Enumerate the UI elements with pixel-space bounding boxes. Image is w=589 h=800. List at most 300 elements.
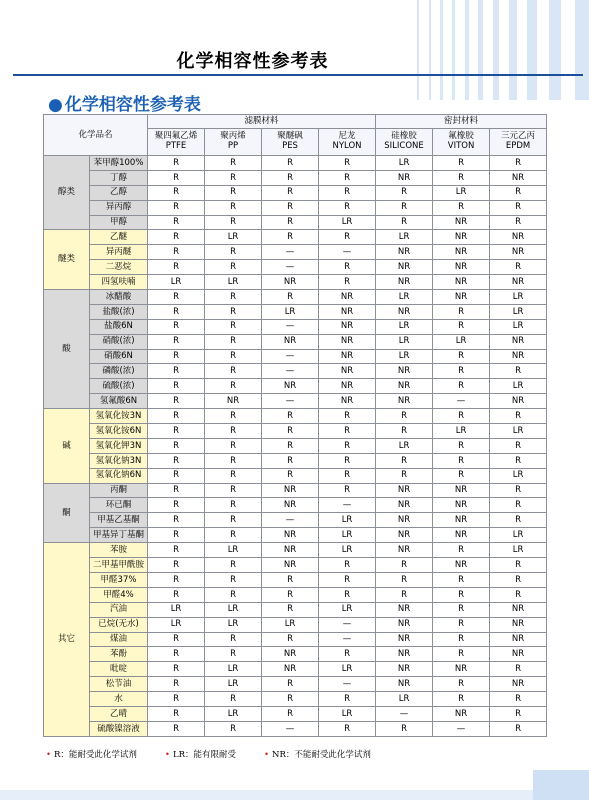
compatibility-cell: R [148,260,205,275]
compatibility-cell: R [376,453,433,468]
table-row [44,349,547,364]
compatibility-cell: R [490,692,547,707]
compatibility-cell: — [433,721,490,736]
table-row [44,379,547,394]
compatibility-cell: — [262,260,319,275]
compatibility-cell: R [376,409,433,424]
chemical-name-cell: 已烷(无水) [90,617,148,632]
compatibility-cell: NR [433,528,490,543]
compatibility-cell: R [376,587,433,602]
compatibility-cell: R [262,170,319,185]
compatibility-cell: NR [262,275,319,290]
chemical-name-cell: 氢氟酸6N [90,394,148,409]
compatibility-cell: NR [376,513,433,528]
chemical-name-cell: 盐酸6N [90,319,148,334]
compatibility-cell: R [433,379,490,394]
material-en-name: PP [227,141,239,151]
compatibility-cell: R [148,692,205,707]
compatibility-cell: R [433,468,490,483]
compatibility-cell: NR [433,215,490,230]
compatibility-cell: NR [319,364,376,379]
compatibility-cell: R [205,364,262,379]
compatibility-cell: NR [490,394,547,409]
compatibility-cell: NR [433,498,490,513]
table-row [44,483,547,498]
compatibility-cell: R [148,379,205,394]
compatibility-cell: R [262,602,319,617]
table-row [44,498,547,513]
compatibility-cell: R [262,438,319,453]
compatibility-cell: R [490,558,547,573]
compatibility-cell: R [205,185,262,200]
compatibility-cell: R [490,706,547,721]
compatibility-cell: R [376,468,433,483]
compatibility-cell: NR [433,245,490,260]
compatibility-cell: NR [262,558,319,573]
chemical-name-cell: 苯酚 [90,647,148,662]
compatibility-cell: R [262,677,319,692]
material-cn-name: 三元乙丙 [501,131,536,142]
legend-item [46,750,137,760]
compatibility-cell: R [319,200,376,215]
compatibility-cell: R [148,662,205,677]
table-row [44,632,547,647]
compatibility-cell: R [205,156,262,171]
compatibility-cell: R [148,185,205,200]
chemical-name-cell: 四氢呋喃 [90,275,148,290]
table-row [44,558,547,573]
table-row [44,721,547,736]
compatibility-cell: NR [376,528,433,543]
compatibility-cell: NR [376,647,433,662]
compatibility-cell: LR [205,543,262,558]
compatibility-cell: R [148,483,205,498]
compatibility-cell: R [205,498,262,513]
material-cn-name: 聚丙烯 [220,131,246,142]
table-row [44,245,547,260]
chemical-name-cell: 甲醛4% [90,587,148,602]
chemical-name-cell: 丙酮 [90,483,148,498]
compatibility-cell: R [205,319,262,334]
chemical-name-cell: 汽油 [90,602,148,617]
compatibility-cell: R [319,170,376,185]
compatibility-cell: — [262,513,319,528]
compatibility-cell: R [319,438,376,453]
compatibility-cell: NR [262,647,319,662]
chemical-name-cell: 乙晴 [90,706,148,721]
compatibility-cell: R [205,438,262,453]
material-en-name: VITON [447,141,475,151]
compatibility-cell: R [148,424,205,439]
compatibility-cell: R [148,230,205,245]
table-row [44,587,547,602]
compatibility-cell: — [319,617,376,632]
compatibility-cell: R [433,304,490,319]
compatibility-cell: NR [433,275,490,290]
compatibility-cell: R [433,349,490,364]
compatibility-cell: R [490,409,547,424]
table-row [44,230,547,245]
compatibility-cell: LR [490,379,547,394]
compatibility-cell: — [376,706,433,721]
material-en-name: PES [282,141,298,151]
chemical-name-cell: 苯胺 [90,543,148,558]
table-row [44,513,547,528]
compatibility-cell: NR [490,170,547,185]
chemical-name-cell: 异丙醚 [90,245,148,260]
compatibility-cell: R [205,304,262,319]
bullet-dot-icon: ● [48,95,63,115]
compatibility-cell: R [319,424,376,439]
compatibility-cell: NR [490,602,547,617]
compatibility-cell: R [148,558,205,573]
chemical-name-cell: 丁醇 [90,170,148,185]
material-column-header [205,129,262,156]
compatibility-cell: R [148,543,205,558]
compatibility-cell: R [262,453,319,468]
compatibility-cell: R [262,409,319,424]
compatibility-cell: R [490,185,547,200]
compatibility-cell: R [433,677,490,692]
material-cn-name: 聚四氟乙烯 [154,131,198,142]
chemical-name-cell: 环已酮 [90,498,148,513]
chemical-name-cell: 硝酸(浓) [90,334,148,349]
compatibility-table [43,114,547,737]
compatibility-cell: NR [262,334,319,349]
compatibility-cell: R [148,290,205,305]
compatibility-cell: LR [319,543,376,558]
compatibility-cell: R [148,498,205,513]
compatibility-cell: R [433,587,490,602]
chemical-name-cell: 松节油 [90,677,148,692]
compatibility-cell: R [319,275,376,290]
legend-text: R：能耐受此化学试剂 [54,750,137,760]
compatibility-cell: R [319,647,376,662]
chemical-name-cell: 氢氧化钠6N [90,468,148,483]
compatibility-cell: R [262,706,319,721]
compatibility-cell: R [433,617,490,632]
compatibility-cell: — [262,721,319,736]
compatibility-cell: LR [376,290,433,305]
compatibility-cell: NR [376,632,433,647]
material-en-name: SILICONE [384,141,424,151]
compatibility-cell: R [205,170,262,185]
table-row [44,468,547,483]
compatibility-cell: R [490,587,547,602]
compatibility-cell: NR [490,230,547,245]
compatibility-cell: NR [490,632,547,647]
table-row [44,394,547,409]
compatibility-cell: R [148,409,205,424]
compatibility-cell: LR [490,424,547,439]
compatibility-cell: NR [433,290,490,305]
compatibility-cell: R [205,334,262,349]
chemical-name-cell: 氢氧化铵3N [90,409,148,424]
compatibility-cell: LR [205,662,262,677]
category-cell: 酮 [44,483,90,543]
compatibility-cell: — [319,245,376,260]
compatibility-cell: R [490,438,547,453]
compatibility-cell: NR [376,617,433,632]
compatibility-cell: NR [376,677,433,692]
compatibility-cell: NR [205,394,262,409]
table-row [44,677,547,692]
compatibility-cell: LR [376,230,433,245]
chemical-name-cell: 冰醋酸 [90,290,148,305]
compatibility-cell: NR [376,543,433,558]
compatibility-cell: LR [490,304,547,319]
compatibility-cell: LR [490,468,547,483]
compatibility-cell: — [262,349,319,364]
compatibility-cell: R [205,290,262,305]
material-en-name: PTFE [165,141,187,151]
compatibility-cell: R [205,558,262,573]
compatibility-cell: NR [376,483,433,498]
chemical-name-cell: 煤油 [90,632,148,647]
bottom-decoration-block [533,770,589,800]
compatibility-cell: NR [490,647,547,662]
compatibility-cell: LR [205,617,262,632]
title-rule [13,74,583,76]
compatibility-cell: R [148,453,205,468]
compatibility-cell: NR [319,334,376,349]
compatibility-cell: R [205,424,262,439]
compatibility-cell: NR [376,662,433,677]
compatibility-cell: R [433,632,490,647]
compatibility-cell: R [433,572,490,587]
table-row [44,572,547,587]
compatibility-cell: NR [490,334,547,349]
document-title: 化学相容性参考表 [176,51,329,72]
table-row [44,647,547,662]
compatibility-cell: R [205,528,262,543]
compatibility-cell: R [148,706,205,721]
compatibility-cell: R [205,409,262,424]
material-en-name: NYLON [332,141,362,151]
section-title [48,90,201,115]
compatibility-cell: R [148,647,205,662]
compatibility-cell: LR [490,290,547,305]
chemical-name-cell: 硫酸(浓) [90,379,148,394]
category-cell: 碱 [44,409,90,483]
compatibility-cell: R [433,453,490,468]
material-column-header [433,129,490,156]
compatibility-cell: — [319,632,376,647]
compatibility-cell: R [319,453,376,468]
compatibility-cell: LR [205,706,262,721]
table-row [44,543,547,558]
compatibility-cell: LR [148,602,205,617]
table-row [44,409,547,424]
legend-bullet-icon: • [263,750,269,760]
compatibility-cell: NR [490,245,547,260]
compatibility-cell: R [205,453,262,468]
compatibility-cell: R [205,721,262,736]
compatibility-cell: R [490,364,547,379]
compatibility-cell: R [148,528,205,543]
compatibility-cell: NR [376,304,433,319]
chemical-name-cell: 硝酸6N [90,349,148,364]
material-en-name: EPDM [505,141,531,151]
chemical-name-cell: 盐酸(浓) [90,304,148,319]
compatibility-cell: LR [148,617,205,632]
compatibility-cell: LR [490,543,547,558]
compatibility-cell: R [262,632,319,647]
compatibility-cell: R [433,170,490,185]
table-row [44,260,547,275]
chemical-name-cell: 水 [90,692,148,707]
material-column-header [376,129,433,156]
compatibility-cell: R [433,156,490,171]
table-row [44,424,547,439]
table-row [44,290,547,305]
chemical-name-cell: 甲基异丁基酮 [90,528,148,543]
section-title-text: 化学相容性参考表 [64,95,201,115]
compatibility-cell: R [376,200,433,215]
table-row [44,275,547,290]
material-cn-name: 氟橡胶 [448,131,474,142]
compatibility-cell: R [205,349,262,364]
compatibility-cell: LR [319,513,376,528]
table-row [44,364,547,379]
category-cell: 醚类 [44,230,90,290]
compatibility-cell: NR [433,260,490,275]
legend-bullet-icon: • [46,750,52,760]
chemical-name-cell: 氢氧化钾3N [90,438,148,453]
compatibility-cell: R [319,156,376,171]
compatibility-cell: LR [262,617,319,632]
compatibility-cell: NR [262,543,319,558]
compatibility-cell: LR [262,304,319,319]
compatibility-cell: R [376,721,433,736]
compatibility-cell: — [262,394,319,409]
compatibility-cell: R [262,290,319,305]
compatibility-cell: R [490,483,547,498]
compatibility-cell: NR [433,513,490,528]
category-cell: 醇类 [44,156,90,230]
table-row [44,706,547,721]
compatibility-cell: NR [433,558,490,573]
compatibility-cell: NR [319,394,376,409]
material-column-header [319,129,376,156]
compatibility-cell: R [148,364,205,379]
material-cn-name: 硅橡胶 [391,131,417,142]
compatibility-cell: NR [319,349,376,364]
compatibility-cell: — [433,394,490,409]
compatibility-cell: R [319,558,376,573]
compatibility-cell: R [490,156,547,171]
table-row [44,185,547,200]
compatibility-cell: R [205,483,262,498]
compatibility-cell: NR [376,602,433,617]
compatibility-cell: R [490,572,547,587]
compatibility-cell: R [205,692,262,707]
compatibility-cell: LR [205,602,262,617]
compatibility-cell: R [262,692,319,707]
compatibility-cell: R [148,513,205,528]
compatibility-cell: — [319,677,376,692]
compatibility-cell: R [319,572,376,587]
compatibility-cell: NR [262,528,319,543]
compatibility-cell: LR [205,230,262,245]
material-column-header [148,129,205,156]
material-cn-name: 聚醚砜 [277,131,303,142]
compatibility-cell: LR [319,602,376,617]
compatibility-cell: R [262,185,319,200]
compatibility-cell: R [148,468,205,483]
compatibility-cell: R [205,513,262,528]
compatibility-cell: LR [490,319,547,334]
compatibility-cell: R [490,721,547,736]
compatibility-cell: R [148,394,205,409]
chemical-name-cell: 异丙醇 [90,200,148,215]
legend-text: LR：能有限耐受 [172,750,236,760]
compatibility-cell: R [490,260,547,275]
compatibility-cell: R [490,513,547,528]
compatibility-cell: R [205,587,262,602]
compatibility-cell: R [205,632,262,647]
category-cell: 其它 [44,543,90,737]
compatibility-cell: R [433,438,490,453]
compatibility-cell: LR [433,185,490,200]
legend-item [165,750,236,760]
compatibility-cell: LR [148,275,205,290]
table-row [44,334,547,349]
compatibility-cell: NR [376,364,433,379]
compatibility-cell: NR [490,677,547,692]
compatibility-cell: R [376,424,433,439]
table-row [44,170,547,185]
compatibility-cell: NR [262,662,319,677]
compatibility-cell: NR [376,394,433,409]
compatibility-cell: R [433,647,490,662]
compatibility-cell: R [205,245,262,260]
compatibility-cell: NR [376,379,433,394]
compatibility-cell: NR [376,245,433,260]
compatibility-cell: R [376,185,433,200]
compatibility-cell: R [433,319,490,334]
compatibility-cell: R [262,587,319,602]
compatibility-cell: R [319,409,376,424]
compatibility-cell: R [148,200,205,215]
legend [46,748,399,760]
compatibility-cell: R [148,632,205,647]
chemical-name-header: 化学品名 [44,115,148,156]
table-row [44,617,547,632]
compatibility-cell: NR [490,617,547,632]
compatibility-cell: LR [376,349,433,364]
chemical-name-cell: 氢氧化钠3N [90,453,148,468]
compatibility-cell: R [148,334,205,349]
compatibility-cell: NR [376,170,433,185]
compatibility-cell: NR [319,290,376,305]
compatibility-cell: R [148,156,205,171]
compatibility-cell: NR [376,260,433,275]
chemical-name-cell: 二甲基甲酰胺 [90,558,148,573]
compatibility-cell: R [148,721,205,736]
material-cn-name: 尼龙 [338,131,356,142]
compatibility-cell: R [433,602,490,617]
compatibility-cell: R [148,587,205,602]
legend-text: NR：不能耐受此化学试剂 [272,750,371,760]
compatibility-cell: R [205,647,262,662]
compatibility-cell: NR [262,498,319,513]
compatibility-cell: LR [319,706,376,721]
compatibility-cell: R [319,230,376,245]
compatibility-cell: R [433,364,490,379]
table-row [44,215,547,230]
compatibility-cell: R [433,692,490,707]
